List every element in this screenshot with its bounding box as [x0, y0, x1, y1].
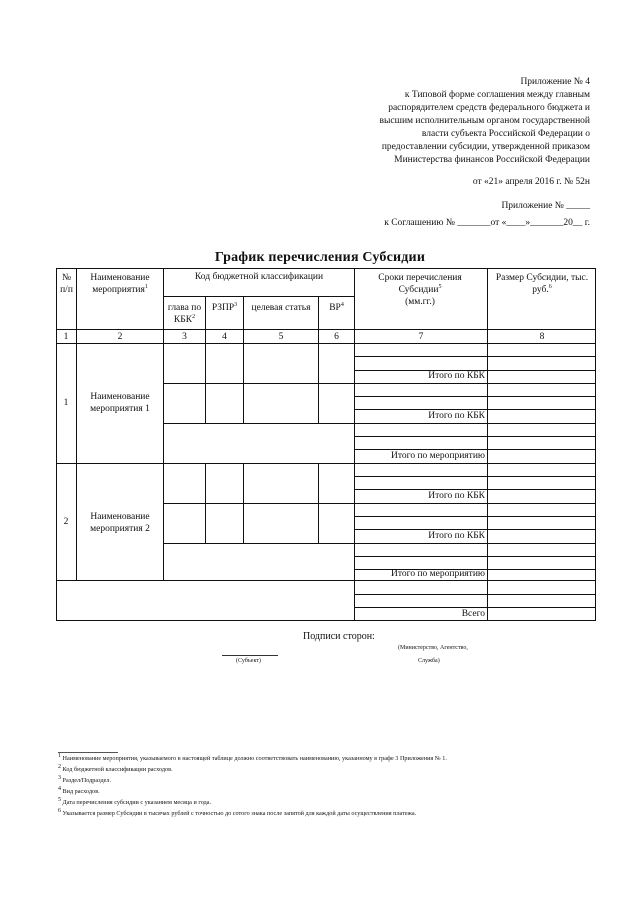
event-number: 2 — [63, 517, 69, 527]
total-by-kbk: Итого по КБК — [428, 411, 485, 421]
appendix-line: Министерства финансов Российской Федерации — [394, 155, 590, 165]
signature-caption-ministry: (Министерство, Агентство, — [398, 645, 468, 651]
header-amount: Размер Субсидии, тыс. руб.$^6$ — [495, 273, 589, 295]
total-by-kbk: Итого по КБК — [428, 371, 485, 381]
header-vr: $ВР^4$ — [329, 301, 344, 313]
footnote-separator — [58, 752, 118, 753]
document-title: График перечисления Субсидии — [214, 250, 426, 265]
column-number: 2 — [117, 332, 123, 342]
signature-line-subject — [222, 655, 278, 656]
header-chapter: глава по КБК$^2$ — [167, 303, 202, 325]
footnote: $^6$ Указывается размер Субсидии в тысячах рублей с точностью до сотого знака после запятой для каждой даты осуществления платежа. — [58, 807, 417, 817]
column-number: 5 — [278, 332, 284, 342]
event-name: Наименование мероприятия 1 — [90, 392, 150, 414]
appendix-line: Приложение № 4 — [520, 77, 590, 87]
total-by-kbk: Итого по КБК — [428, 491, 485, 501]
appendix-line: к Типовой форме соглашения между главным — [404, 90, 590, 100]
signature-caption-subject: (Субъект) — [236, 658, 261, 664]
table-grid-lines — [56, 268, 596, 623]
appendix-line: высшим исполнительным органом государственной — [379, 116, 590, 126]
footnote: $^2$ Код бюджетной классификации расходов. — [58, 763, 173, 773]
column-number: 4 — [222, 332, 227, 342]
header-kbk-group: Код бюджетной классификации — [194, 272, 324, 282]
event-number: 1 — [63, 398, 69, 408]
header-num: № п/п — [60, 273, 73, 295]
footnote: $^3$ Раздел/Подраздел. — [58, 774, 112, 784]
appendix-line: власти субъекта Российской Федерации о — [421, 129, 590, 139]
order-date: от «21» апреля 2016 г. № 52н — [472, 177, 590, 187]
column-number: 3 — [182, 332, 187, 342]
footnote: $^5$ Дата перечисления субсидии с указанием месяца и года. — [58, 796, 212, 806]
header-dates: Сроки перечисления Субсидии$^5$ (мм.гг.) — [378, 273, 462, 307]
column-number: 1 — [63, 332, 69, 342]
signature-caption-service: Служба) — [418, 658, 440, 664]
footnote: $^4$ Вид расходов. — [58, 785, 100, 795]
appendix-header — [300, 76, 590, 230]
subsidy-schedule-table — [56, 268, 596, 623]
event-name: Наименование мероприятия 2 — [90, 512, 150, 534]
annex-number: Приложение № _____ — [501, 201, 590, 211]
column-number: 8 — [539, 332, 545, 342]
signatures-title: Подписи сторон: — [303, 631, 375, 642]
total-by-kbk: Итого по КБК — [428, 531, 485, 541]
column-number: 7 — [418, 332, 424, 342]
total-by-event: Итого по мероприятию — [391, 569, 485, 579]
grand-total: Всего — [461, 609, 485, 619]
header-target: целевая статья — [251, 303, 311, 313]
header-rzpr: РЗПР$^3$ — [211, 301, 238, 313]
header-event: Наименование мероприятия$^1$ — [90, 273, 150, 295]
column-number: 6 — [334, 332, 339, 342]
total-by-event: Итого по мероприятию — [391, 451, 485, 461]
appendix-line: распорядителем средств федерального бюджета и — [388, 103, 590, 113]
appendix-line: предоставлении субсидии, утвержденной приказом — [381, 142, 590, 152]
agreement-reference: к Соглашению № _______от «____»_______20__ г. — [384, 218, 590, 228]
footnote: $^1$ Наименование мероприятия, указываемого в настоящей таблице должно соответствовать наименованию, указанному в графе 3 Приложения № 1. — [58, 752, 447, 762]
